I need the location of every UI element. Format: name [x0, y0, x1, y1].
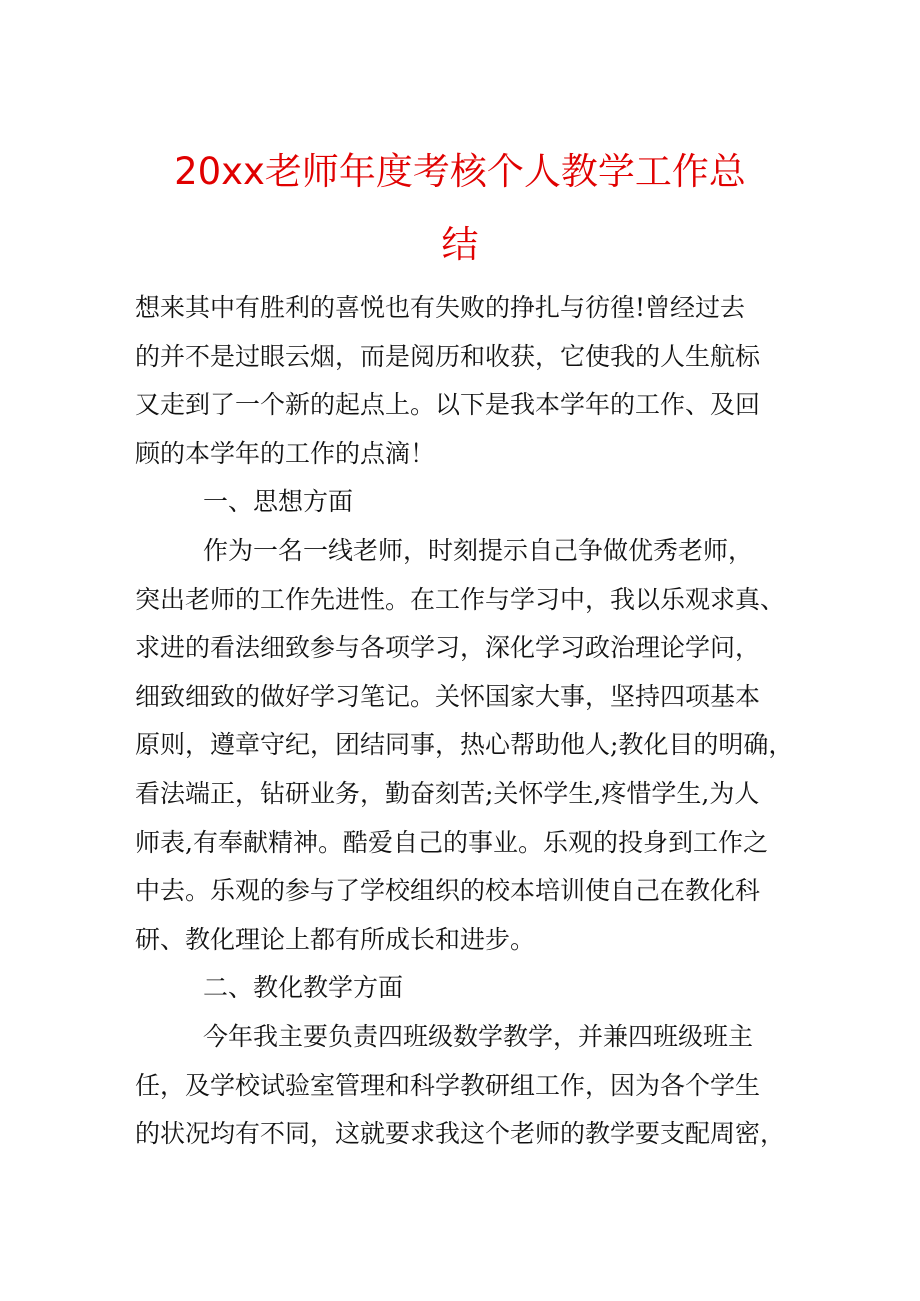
body-line: 细致细致的做好学习笔记。关怀国家大事，坚持四项基本 [135, 681, 761, 711]
body-line: 任，及学校试验室管理和科学教研组工作，因为各个学生 [135, 1070, 761, 1100]
body-line: 的并不是过眼云烟，而是阅历和收获，它使我的人生航标 [135, 341, 761, 371]
document-body [135, 284, 795, 1159]
body-line: 顾的本学年的工作的点滴！ [135, 438, 436, 468]
section-heading-teaching: 二、教化教学方面 [203, 973, 404, 1003]
body-line: 的状况均有不同，这就要求我这个老师的教学要支配周密， [135, 1119, 786, 1149]
body-line: 原则，遵章守纪，团结同事，热心帮助他人;教化目的明确， [135, 730, 794, 760]
body-line: 看法端正，钻研业务，勤奋刻苦;关怀学生,疼惜学生,为人 [135, 778, 760, 808]
body-line: 作为一名一线老师，时刻提示自己争做优秀老师， [203, 535, 754, 565]
document-title-line-2: 结 [441, 223, 479, 266]
body-line: 中去。乐观的参与了学校组织的校本培训使自己在教化科 [135, 876, 761, 906]
body-line: 求进的看法细致参与各项学习，深化学习政治理论学问， [135, 633, 761, 663]
document-title-line-1: 20xx老师年度考核个人教学工作总 [174, 150, 746, 193]
body-line: 研、教化理论上都有所成长和进步。 [135, 924, 536, 954]
body-line: 突出老师的工作先进性。在工作与学习中，我以乐观求真、 [135, 584, 786, 614]
body-line: 想来其中有胜利的喜悦也有失败的挣扎与彷徨!曾经过去 [135, 293, 746, 322]
section-heading-thought: 一、思想方面 [203, 487, 354, 517]
body-line: 师表,有奉献精神。酷爱自己的事业。乐观的投身到工作之 [135, 827, 768, 857]
body-line: 又走到了一个新的起点上。以下是我本学年的工作、及回 [135, 390, 761, 420]
body-line: 今年我主要负责四班级数学教学，并兼四班级班主 [203, 1021, 754, 1051]
